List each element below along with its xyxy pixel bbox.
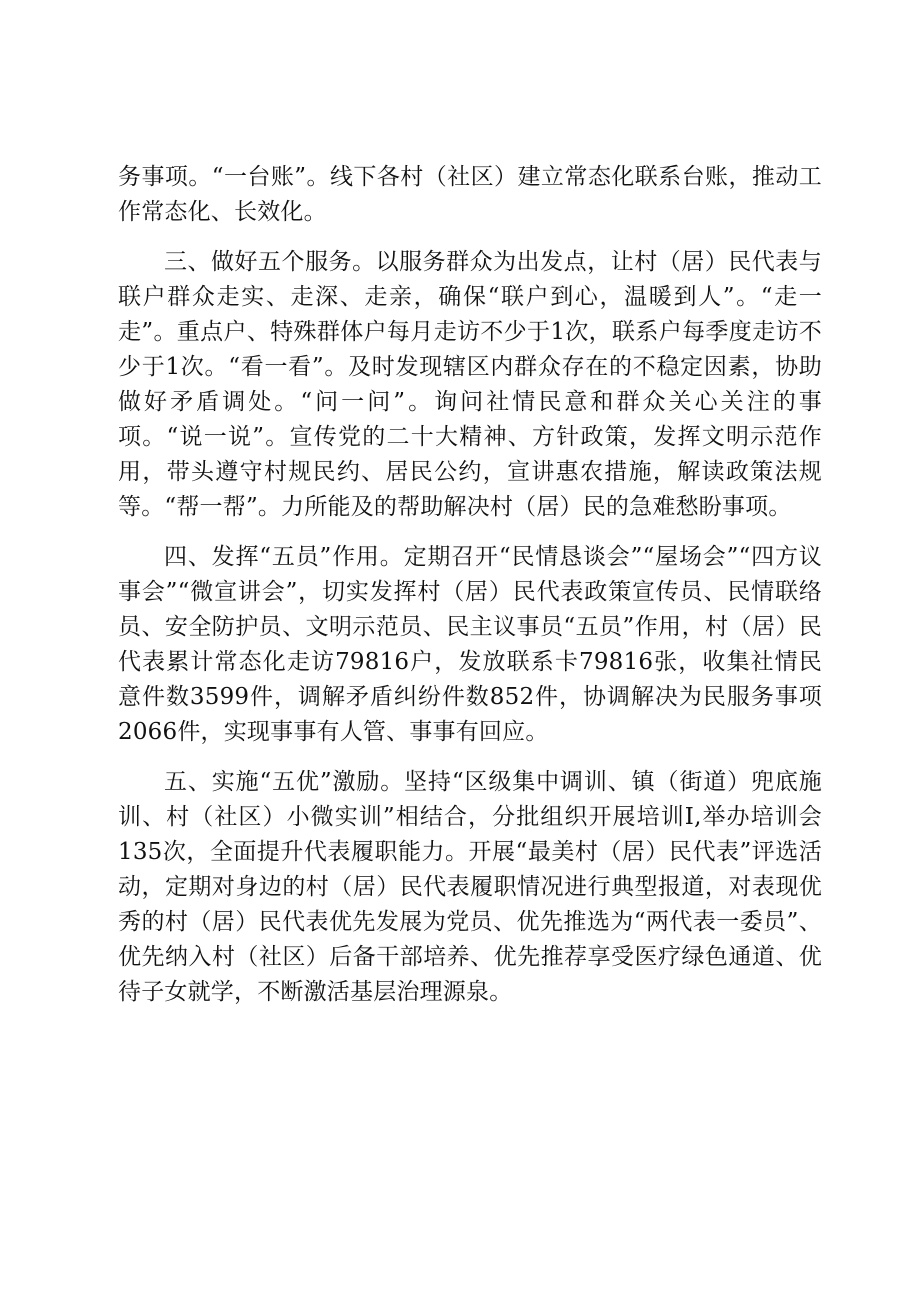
paragraph-section-four: 四、发挥“五员”作用。定期召开“民情恳谈会”“屋场会”“四方议事会”“微宣讲会”，切实发挥村（居）民代表政策宣传员、民情联络员、安全防护员、文明示范员、民主议事员“五员”作用，村（居）民代表累计常态化走访79816户，发放联系卡79816张，收集社情民意件数3599件，调解矛盾纠纷件数852件，协调解决为民服务事项2066件，实现事事有人管、事事有回应。 — [118, 544, 822, 745]
document-page — [118, 160, 822, 1025]
paragraph-continuation: 务事项。“一台账”。线下各村（社区）建立常态化联系台账，推动工作常态化、长效化。 — [118, 164, 822, 225]
paragraph-section-five: 五、实施“五优”激励。坚持“区级集中调训、镇（街道）兜底施训、村（社区）小微实训”相结合，分批组织开展培训I,举办培训会135次，全面提升代表履职能力。开展“最美村（居）民代表”评选活动，定期对身边的村（居）民代表履职情况进行典型报道，对表现优秀的村（居）民代表优先发展为党员、优先推选为“两代表一委员”、优先纳入村（社区）后备干部培养、优先推荐享受医疗绿色通道、优待子女就学，不断激活基层治理源泉。 — [118, 769, 822, 1005]
paragraph-section-three: 三、做好五个服务。以服务群众为出发点，让村（居）民代表与联户群众走实、走深、走亲，确保“联户到心，温暖到人”。“走一走”。重点户、特殊群体户每月走访不少于1次，联系户每季度走访不少于1次。“看一看”。及时发现辖区内群众存在的不稳定因素，协助做好矛盾调处。“问一问”。询问社情民意和群众关心关注的事项。“说一说”。宣传党的二十大精神、方针政策，发挥文明示范作用，带头遵守村规民约、居民公约，宣讲惠农措施，解读政策法规等。“帮一帮”。力所能及的帮助解决村（居）民的急难愁盼事项。 — [118, 249, 822, 520]
